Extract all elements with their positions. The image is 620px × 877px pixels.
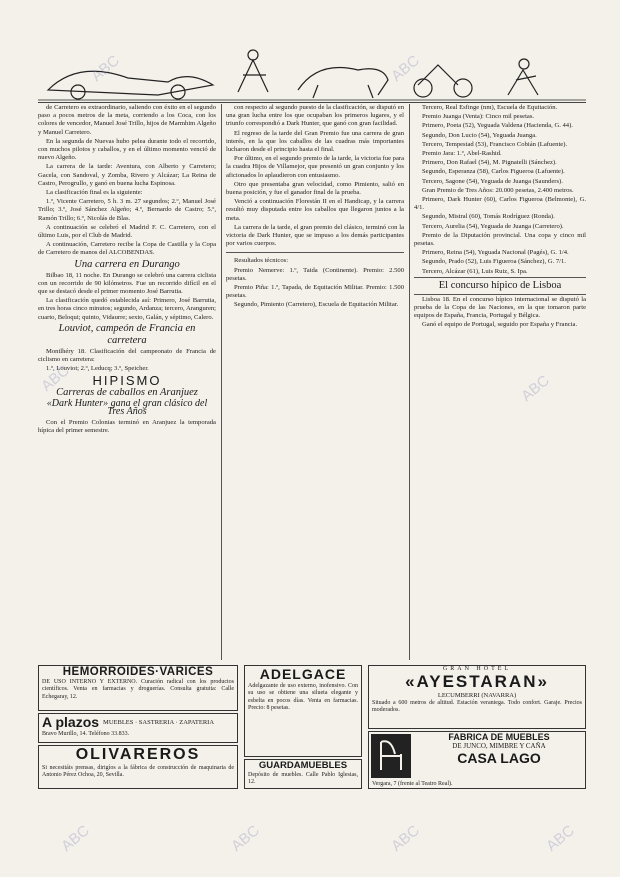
headline-lisboa: El concurso hípico de Lisboa: [414, 277, 586, 295]
article-paragraph: La carrera de la tarde: Aventura, con Alberto y Carretero; Gacela, con Sandoval, y Zomba, Rivero y Alcázar; La Reina de Castro, Perogrullo, y ganó en buena lucha Espinosa.: [38, 163, 216, 187]
article-paragraph: Tercero, Alcázar (61), Luis Ruiz, S. Ipa.: [422, 267, 528, 275]
banner-horse-shape: [298, 68, 388, 99]
ad-plazos: [38, 713, 238, 743]
watermark: ABC: [88, 52, 123, 85]
article-paragraph: Segundo, Mistral (60), Tomás Rodríguez (Ronda).: [422, 213, 555, 221]
watermark: ABC: [38, 362, 73, 395]
article-paragraph: Montlhéry 18. Clasificación del campeonato de Francia de ciclismo en carretera:: [38, 347, 216, 364]
ad-plazos-text: Bravo Murillo, 14. Teléfono 33.833.: [42, 731, 130, 737]
article-paragraph: Otro que presentaba gran velocidad, como Pimiento, salió en buena posición, y fue el ganador final de la prueba.: [226, 180, 404, 197]
article-paragraph: Ganó el equipo de Portugal, seguido por España y Francia.: [422, 321, 578, 329]
article-paragraph: Gran Premio de Tres Años: 20.000 pesetas, 2.400 metros.: [422, 186, 574, 194]
watermark: ABC: [518, 372, 553, 405]
article-paragraph: A continuación se celebró el Madrid F. C. Carretero, con el último Luis, por el Club de Madrid.: [38, 223, 216, 240]
ad-ayestaran-title: «AYESTARAN»: [405, 672, 549, 691]
subhead-aranjuez: «Dark Hunter» gana el gran clásico del Tres Años: [46, 397, 208, 417]
column-left: [38, 104, 216, 664]
banner-bike-wheel-1: [414, 79, 432, 97]
article-paragraph: Primero, Reina (54), Yeguada Nacional (Pagés), G. 1/4.: [422, 249, 569, 257]
ad-olivareros: [38, 745, 238, 789]
results-item: Segundo, Pimiento (Carretero), Escuela de Equitación Militar.: [234, 301, 399, 309]
article-paragraph: Bilbao 18, 11 noche. En Durango se celebró una carrera ciclista con un recorrido de 90 kilómetros. Fue un recorrido difícil en el que se destacó desde el primer momento José Barrutia.: [38, 271, 216, 296]
article-paragraph: 1.º, Louviot; 2.º, Leducq; 3.º, Speicher.: [46, 365, 149, 373]
column-right: [414, 104, 586, 654]
ad-ayestaran-subtitle: LECUMBERRI (NAVARRA): [437, 692, 517, 699]
ad-plazos-subtitle: MUEBLES · SASTRERIA · ZAPATERIA: [103, 718, 215, 726]
watermark: ABC: [388, 52, 423, 85]
banner-runner-head: [519, 59, 529, 69]
article-paragraph: Tercero, Sagone (54), Yeguada de Juanga (Saunders).: [422, 177, 563, 185]
article-paragraph: Lisboa 18. En el concurso hípico internacional se disputó la prueba de la Copa de las Naciones, en la que tomaron parte equipos de España, Francia, Portugal y Bélgica.: [414, 295, 586, 320]
ad-casa-lago-title: FABRICA DE MUEBLES: [448, 732, 550, 742]
headline-aranjuez: Carreras de caballos en Aranjuez: [56, 386, 198, 398]
watermark: ABC: [543, 822, 578, 855]
ad-adelgace-text: Adelgazante de uso externo, inofensivo. Con su uso se obtiene una silueta elegante y esbelta en pocos días. Venta en farmacias. Precio: 8 pesetas.: [248, 683, 358, 712]
article-paragraph: Primero, Poeta (52), Yeguada Valdena (Hacienda, G. 44).: [422, 122, 573, 130]
article-paragraph: A continuación, Carretero recibe la Copa de Castilla y la Copa de Carretero de manos del ALCOBENDAS.: [38, 241, 216, 257]
headline-louviot: Louviot, campeón de Francia en carretera: [58, 322, 196, 346]
column-middle: [226, 104, 404, 664]
banner-cyclist-shape: [418, 65, 458, 85]
ad-ayestaran-top: GRAN HOTEL: [442, 666, 512, 672]
banner-rider-shape: [238, 60, 268, 92]
banner-rider-head: [248, 50, 258, 60]
ad-guardamuebles-text: Depósito de muebles. Calle Pablo Iglesias, 12.: [248, 772, 358, 786]
ad-casa-lago-subtitle: DE JUNCO, MIMBRE Y CAÑA: [452, 742, 546, 750]
ad-ayestaran: [368, 665, 586, 729]
article-paragraph: Por último, en el segundo premio de la tarde, la victoria fue para la cuadra Hijos de Villamejor, que presentó un gran conjunto y los aficionados lo aplaudieron con entusiasmo.: [226, 155, 404, 179]
article-paragraph: Tercero, Aurelia (54), Yeguada de Juanga (Carretero).: [422, 222, 564, 230]
article-paragraph: Tercero, Real Esfinge (nm), Escuela de Equitación.: [422, 104, 558, 111]
ad-guardamuebles-title: GUARDAMUEBLES: [258, 760, 348, 771]
article-paragraph: Primero, Dark Hunter (60), Carlos Figueroa (Belmonte), G. 4/1.: [414, 196, 586, 212]
article-paragraph: Premio de la Diputación provincial. Una copa y cinco mil pesetas.: [414, 231, 586, 248]
article-paragraph: La clasificación final es la siguiente:: [46, 189, 143, 197]
article-paragraph: Tercero, Tempestad (53), Francisco Cobián (Lafuente).: [422, 140, 568, 148]
ad-adelgace: [244, 665, 362, 757]
ad-casa-lago-brand: CASA LAGO: [457, 750, 541, 766]
article-paragraph: La carrera de la tarde, el gran premio del clásico, terminó con la victoria de Dark Hunter, que se impuso a los demás participantes por varios cuerpos.: [226, 223, 404, 248]
section-hipismo: HIPISMO: [92, 373, 162, 389]
article-paragraph: Premio Jara: 1.º, Abel-Rashid.: [422, 150, 502, 158]
article-paragraph: 1.º, Vicente Carretero, 5 h. 3 m. 27 segundos; 2.º, Manuel José Trillo; 3.º, José Sánchez Algeño; 4.º, Bernardo de Castro; 5.º, Ramón Trillo; 6.º, Nicolás de Blas.: [38, 198, 216, 222]
article-paragraph: Premio Juanga (Venta): Cinco mil pesetas.: [422, 113, 535, 121]
banner-bike-wheel-2: [454, 79, 472, 97]
divider: [226, 252, 404, 253]
column-rule-2: [409, 104, 410, 660]
chair-icon: [371, 734, 411, 778]
ad-casa-lago-address: Vergara, 7 (frente al Teatro Real).: [372, 781, 453, 787]
watermark: ABC: [388, 822, 423, 855]
watermark: ABC: [228, 822, 263, 855]
article-paragraph: con respecto al segundo puesto de la clasificación, se disputó en una gran lucha entre los que ocupaban los primeros lugares, y el triunfo correspondió a Dark Hunter, que ganó con gran facilidad.: [226, 104, 404, 128]
article-paragraph: Segundo, Esperanza (58), Carlos Figueroa (Lafuente).: [422, 168, 565, 176]
banner-runner-shape: [508, 70, 538, 95]
article-paragraph: de Carretero es extraordinario, saliendo con éxito en el segundo paso a pocos metros de la meta, corriendo a los Coca, con los colores de vencedor, Manuel José Trillo, hijos de Marmhim Algeño y Manuel Carretero.: [38, 104, 216, 136]
results-title: Resultados técnicos:: [234, 257, 289, 265]
article-paragraph: En la segunda de Nuevas hubo pelea durante todo el recorrido, con muchos pilotos y caballos, y en el último momento venció de nuevo Algeño.: [38, 137, 216, 162]
ad-casa-lago: [368, 731, 586, 789]
watermark: ABC: [58, 822, 93, 855]
sports-banner-illustration: [38, 40, 586, 103]
results-item: Premio Nemerve: 1.º, Taida (Continente). Premio: 2.500 pesetas.: [226, 266, 404, 282]
ad-plazos-title: A plazos: [42, 714, 100, 730]
headline-durango: Una carrera en Durango: [74, 258, 180, 270]
article-paragraph: Primero, Don Rafael (54), M. Pignatelli (Sánchez).: [422, 159, 557, 167]
article-paragraph: La clasificación quedó establecida así: Primero, José Barrutia, en tres horas cinco minutos; segundo, Ardanza; tercero, Aranguren; cuarto, Beloqui; quinto, Vidaurre; sexto, Galán, y séptimo, Calero.: [38, 297, 216, 321]
ad-olivareros-title: OLIVAREROS: [75, 746, 201, 763]
article-paragraph: Segundo, Prado (52), Luis Figueroa (Sánchez), G. 7/1.: [422, 258, 566, 266]
ad-guardamuebles: [244, 759, 362, 789]
advertisements-area: [38, 665, 586, 865]
article-paragraph: El regreso de la tarde del Gran Premio fue una carrera de gran interés, en la que los caballos de las cuadras más importantes lucharon desde el principio hasta el final.: [226, 129, 404, 154]
results-item: Premio Piña: 1.º, Tapada, de Equitación Militar. Premio: 1.500 pesetas.: [226, 284, 404, 300]
column-rule-1: [221, 104, 222, 660]
article-paragraph: Segundo, Don Lucio (54), Yeguada Juanga.: [422, 131, 537, 139]
ad-hemorroides-text: DE USO INTERNO Y EXTERNO. Curación radical con los productos científicos. Venta en farmacias y droguerías. Consulta gratuita: Calle Echegaray, 12.: [42, 679, 234, 700]
ad-hemorroides-title: HEMORROIDES·VARICES: [62, 666, 214, 678]
article-paragraph: Venció a continuación Florestán II en el Handicap, y la carrera resultó muy disputada entre los caballos que llegaron juntos a la meta.: [226, 198, 404, 222]
ad-olivareros-text: Si necesitáis prensas, dirigíos a la fábrica de construcción de maquinaria de Antonio Pérez Ochoa, 20, Sevilla.: [42, 765, 234, 779]
article-paragraph: Con el Premio Colonias terminó en Aranjuez la temporada hípica del primer semestre.: [38, 419, 216, 435]
ad-adelgace-title: ADELGACE: [259, 666, 347, 682]
banner-racecar-shape: [48, 71, 213, 95]
ad-hemorroides: [38, 665, 238, 711]
ad-ayestaran-text: Situado a 600 metros de altitud. Estación veraniega. Todo confort. Garaje. Precios moderados.: [372, 700, 582, 714]
